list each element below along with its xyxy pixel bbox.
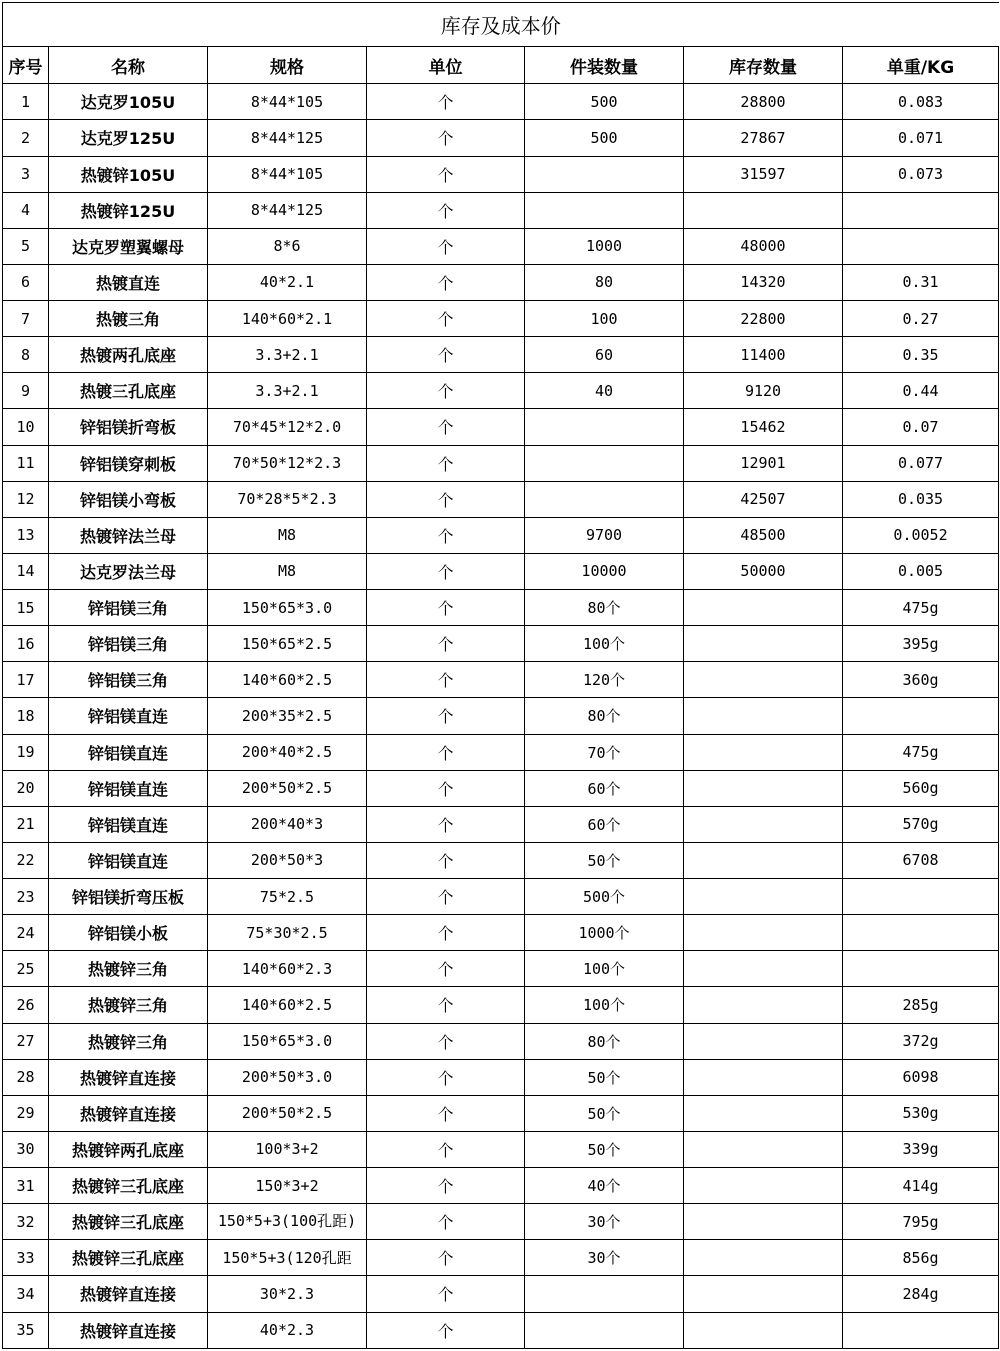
cell-unit[interactable]: 个 [367, 120, 525, 156]
cell-pack-qty[interactable]: 80个 [525, 590, 684, 626]
cell-index[interactable]: 18 [3, 698, 49, 734]
cell-unit[interactable]: 个 [367, 951, 525, 987]
header-row [3, 47, 999, 84]
cell-pack-qty[interactable]: 100个 [525, 626, 684, 662]
cell-unit[interactable]: 个 [367, 1240, 525, 1276]
cell-spec[interactable]: 150*5+3(100孔距) [208, 1204, 367, 1240]
cell-spec[interactable]: 40*2.3 [208, 1312, 367, 1348]
table-row [3, 84, 999, 120]
cell-spec[interactable]: 70*50*12*2.3 [208, 445, 367, 481]
cell-stock-qty[interactable]: 28800 [684, 84, 843, 120]
cell-unit-weight[interactable]: 6098 [843, 1059, 999, 1095]
cell-name[interactable]: 锌铝镁直连 [49, 698, 208, 734]
cell-unit[interactable]: 个 [367, 915, 525, 951]
cell-spec[interactable]: 150*65*2.5 [208, 626, 367, 662]
cell-index[interactable]: 30 [3, 1131, 49, 1167]
table-row [3, 517, 999, 553]
cell-pack-qty[interactable]: 50个 [525, 842, 684, 878]
title-row [3, 3, 999, 47]
table-row [3, 481, 999, 517]
cell-unit-weight[interactable]: 0.077 [843, 445, 999, 481]
table-row [3, 301, 999, 337]
cell-index[interactable]: 21 [3, 806, 49, 842]
table-row [3, 770, 999, 806]
cell-unit-weight[interactable]: 284g [843, 1276, 999, 1312]
cell-spec[interactable]: 200*40*2.5 [208, 734, 367, 770]
table-row [3, 1131, 999, 1167]
cell-name[interactable]: 达克罗125U [49, 120, 208, 156]
cell-index[interactable]: 3 [3, 156, 49, 192]
cell-spec[interactable]: 200*50*2.5 [208, 1095, 367, 1131]
cell-index[interactable]: 9 [3, 373, 49, 409]
cell-spec[interactable]: 70*28*5*2.3 [208, 481, 367, 517]
cell-spec[interactable]: 8*44*105 [208, 156, 367, 192]
cell-pack-qty[interactable] [525, 481, 684, 517]
cell-pack-qty[interactable]: 80个 [525, 1023, 684, 1059]
cell-pack-qty[interactable] [525, 156, 684, 192]
cell-stock-qty[interactable]: 48000 [684, 228, 843, 264]
cell-name[interactable]: 热镀锌三角 [49, 987, 208, 1023]
cell-name[interactable]: 锌铝镁三角 [49, 662, 208, 698]
cell-unit-weight[interactable]: 395g [843, 626, 999, 662]
cell-index[interactable]: 26 [3, 987, 49, 1023]
cell-pack-qty[interactable]: 1000 [525, 228, 684, 264]
header-cell-spec[interactable]: 规格 [208, 47, 367, 84]
cell-unit[interactable]: 个 [367, 1168, 525, 1204]
cell-stock-qty[interactable] [684, 1023, 843, 1059]
cell-pack-qty[interactable] [525, 409, 684, 445]
cell-spec[interactable]: 140*60*2.1 [208, 301, 367, 337]
table-row [3, 120, 999, 156]
cell-spec[interactable]: 8*6 [208, 228, 367, 264]
cell-index[interactable]: 24 [3, 915, 49, 951]
cell-name[interactable]: 热镀锌三角 [49, 1023, 208, 1059]
cell-unit-weight[interactable]: 530g [843, 1095, 999, 1131]
cell-stock-qty[interactable] [684, 590, 843, 626]
cell-stock-qty[interactable] [684, 1204, 843, 1240]
sheet-title[interactable]: 库存及成本价 [3, 3, 999, 47]
cell-spec[interactable]: 200*50*3 [208, 842, 367, 878]
cell-name[interactable]: 锌铝镁三角 [49, 590, 208, 626]
cell-stock-qty[interactable]: 22800 [684, 301, 843, 337]
cell-unit-weight[interactable] [843, 879, 999, 915]
cell-stock-qty[interactable] [684, 698, 843, 734]
cell-pack-qty[interactable]: 80 [525, 264, 684, 300]
cell-spec[interactable]: 200*50*2.5 [208, 770, 367, 806]
cell-name[interactable]: 热镀三孔底座 [49, 373, 208, 409]
cell-index[interactable]: 34 [3, 1276, 49, 1312]
cell-unit[interactable]: 个 [367, 842, 525, 878]
cell-index[interactable]: 2 [3, 120, 49, 156]
table-row [3, 1240, 999, 1276]
table-row [3, 264, 999, 300]
cell-spec[interactable]: 8*44*125 [208, 192, 367, 228]
cell-unit[interactable]: 个 [367, 481, 525, 517]
cell-unit[interactable]: 个 [367, 156, 525, 192]
cell-pack-qty[interactable]: 500 [525, 84, 684, 120]
cell-unit[interactable]: 个 [367, 1312, 525, 1348]
table-row [3, 806, 999, 842]
cell-stock-qty[interactable] [684, 951, 843, 987]
table-row [3, 156, 999, 192]
cell-pack-qty[interactable]: 500个 [525, 879, 684, 915]
cell-name[interactable]: 锌铝镁折弯板 [49, 409, 208, 445]
header-cell-pack-qty[interactable]: 件装数量 [525, 47, 684, 84]
table-row [3, 1276, 999, 1312]
cell-index[interactable]: 14 [3, 553, 49, 589]
cell-stock-qty[interactable] [684, 987, 843, 1023]
cell-index[interactable]: 19 [3, 734, 49, 770]
cell-name[interactable]: 锌铝镁直连 [49, 734, 208, 770]
cell-unit-weight[interactable] [843, 698, 999, 734]
cell-pack-qty[interactable]: 30个 [525, 1240, 684, 1276]
cell-spec[interactable]: 8*44*105 [208, 84, 367, 120]
cell-unit-weight[interactable]: 0.27 [843, 301, 999, 337]
cell-stock-qty[interactable] [684, 842, 843, 878]
cell-spec[interactable]: 150*3+2 [208, 1168, 367, 1204]
cell-unit-weight[interactable]: 0.035 [843, 481, 999, 517]
cell-stock-qty[interactable]: 48500 [684, 517, 843, 553]
cell-spec[interactable]: 3.3+2.1 [208, 373, 367, 409]
cell-spec[interactable]: 200*40*3 [208, 806, 367, 842]
cell-unit[interactable]: 个 [367, 409, 525, 445]
cell-name[interactable]: 锌铝镁折弯压板 [49, 879, 208, 915]
cell-spec[interactable]: 140*60*2.5 [208, 987, 367, 1023]
cell-spec[interactable]: 200*50*3.0 [208, 1059, 367, 1095]
cell-spec[interactable]: 140*60*2.3 [208, 951, 367, 987]
table-row [3, 662, 999, 698]
cell-stock-qty[interactable]: 50000 [684, 553, 843, 589]
cell-unit-weight[interactable]: 0.0052 [843, 517, 999, 553]
cell-pack-qty[interactable]: 80个 [525, 698, 684, 734]
cell-unit-weight[interactable]: 372g [843, 1023, 999, 1059]
cell-index[interactable]: 29 [3, 1095, 49, 1131]
cell-pack-qty[interactable]: 50个 [525, 1131, 684, 1167]
cell-stock-qty[interactable]: 31597 [684, 156, 843, 192]
cell-unit[interactable]: 个 [367, 337, 525, 373]
cell-index[interactable]: 17 [3, 662, 49, 698]
cell-name[interactable]: 锌铝镁直连 [49, 842, 208, 878]
cell-name[interactable]: 锌铝镁直连 [49, 770, 208, 806]
cell-spec[interactable]: 70*45*12*2.0 [208, 409, 367, 445]
cell-stock-qty[interactable] [684, 662, 843, 698]
cell-spec[interactable]: M8 [208, 553, 367, 589]
cell-unit[interactable]: 个 [367, 662, 525, 698]
cell-index[interactable]: 5 [3, 228, 49, 264]
cell-name[interactable]: 热镀锌直连接 [49, 1312, 208, 1348]
cell-stock-qty[interactable]: 14320 [684, 264, 843, 300]
cell-pack-qty[interactable]: 120个 [525, 662, 684, 698]
table-row [3, 842, 999, 878]
cell-index[interactable]: 28 [3, 1059, 49, 1095]
cell-spec[interactable]: M8 [208, 517, 367, 553]
cell-index[interactable]: 10 [3, 409, 49, 445]
table-row [3, 1023, 999, 1059]
cell-spec[interactable]: 140*60*2.5 [208, 662, 367, 698]
cell-name[interactable]: 热镀锌125U [49, 192, 208, 228]
cell-name[interactable]: 热镀锌三孔底座 [49, 1168, 208, 1204]
cell-unit[interactable]: 个 [367, 228, 525, 264]
cell-pack-qty[interactable]: 1000个 [525, 915, 684, 951]
cell-unit[interactable]: 个 [367, 698, 525, 734]
cell-stock-qty[interactable] [684, 734, 843, 770]
cell-spec[interactable]: 75*30*2.5 [208, 915, 367, 951]
cell-unit-weight[interactable] [843, 1312, 999, 1348]
cell-spec[interactable]: 150*5+3(120孔距 [208, 1240, 367, 1276]
cell-unit-weight[interactable] [843, 951, 999, 987]
header-cell-stock-qty[interactable]: 库存数量 [684, 47, 843, 84]
cell-index[interactable]: 6 [3, 264, 49, 300]
cell-name[interactable]: 达克罗塑翼螺母 [49, 228, 208, 264]
cell-unit[interactable]: 个 [367, 1095, 525, 1131]
cell-index[interactable]: 4 [3, 192, 49, 228]
cell-unit-weight[interactable]: 795g [843, 1204, 999, 1240]
cell-index[interactable]: 12 [3, 481, 49, 517]
cell-name[interactable]: 热镀锌直连接 [49, 1059, 208, 1095]
cell-stock-qty[interactable]: 9120 [684, 373, 843, 409]
table-row [3, 337, 999, 373]
cell-name[interactable]: 达克罗105U [49, 84, 208, 120]
table-row [3, 1204, 999, 1240]
cell-index[interactable]: 11 [3, 445, 49, 481]
cell-index[interactable]: 7 [3, 301, 49, 337]
cell-pack-qty[interactable]: 100 [525, 301, 684, 337]
cell-name[interactable]: 锌铝镁直连 [49, 806, 208, 842]
cell-unit-weight[interactable]: 475g [843, 734, 999, 770]
cell-unit[interactable]: 个 [367, 770, 525, 806]
cell-stock-qty[interactable] [684, 1168, 843, 1204]
cell-index[interactable]: 31 [3, 1168, 49, 1204]
cell-pack-qty[interactable] [525, 445, 684, 481]
cell-unit[interactable]: 个 [367, 517, 525, 553]
cell-spec[interactable]: 40*2.1 [208, 264, 367, 300]
cell-unit-weight[interactable]: 0.071 [843, 120, 999, 156]
cell-unit[interactable]: 个 [367, 626, 525, 662]
table-row [3, 1059, 999, 1095]
cell-stock-qty[interactable] [684, 1312, 843, 1348]
cell-index[interactable]: 16 [3, 626, 49, 662]
cell-name[interactable]: 热镀锌三孔底座 [49, 1240, 208, 1276]
table-row [3, 915, 999, 951]
table-row [3, 734, 999, 770]
cell-pack-qty[interactable]: 100个 [525, 987, 684, 1023]
cell-pack-qty[interactable]: 60个 [525, 806, 684, 842]
cell-stock-qty[interactable]: 12901 [684, 445, 843, 481]
header-cell-index[interactable]: 序号 [3, 47, 49, 84]
table-row [3, 1168, 999, 1204]
cell-unit-weight[interactable] [843, 915, 999, 951]
cell-stock-qty[interactable] [684, 192, 843, 228]
cell-index[interactable]: 8 [3, 337, 49, 373]
cell-pack-qty[interactable]: 40个 [525, 1168, 684, 1204]
cell-unit-weight[interactable]: 570g [843, 806, 999, 842]
cell-unit[interactable]: 个 [367, 806, 525, 842]
cell-name[interactable]: 热镀锌三孔底座 [49, 1204, 208, 1240]
table-row [3, 192, 999, 228]
cell-unit-weight[interactable]: 0.07 [843, 409, 999, 445]
cell-stock-qty[interactable]: 11400 [684, 337, 843, 373]
cell-unit[interactable]: 个 [367, 734, 525, 770]
cell-spec[interactable]: 200*35*2.5 [208, 698, 367, 734]
cell-unit[interactable]: 个 [367, 1131, 525, 1167]
cell-unit-weight[interactable]: 360g [843, 662, 999, 698]
cell-unit[interactable]: 个 [367, 553, 525, 589]
cell-stock-qty[interactable] [684, 806, 843, 842]
cell-name[interactable]: 达克罗法兰母 [49, 553, 208, 589]
cell-unit[interactable]: 个 [367, 264, 525, 300]
cell-name[interactable]: 热镀锌法兰母 [49, 517, 208, 553]
cell-index[interactable]: 20 [3, 770, 49, 806]
cell-spec[interactable]: 30*2.3 [208, 1276, 367, 1312]
cell-unit-weight[interactable]: 0.073 [843, 156, 999, 192]
cell-name[interactable]: 锌铝镁穿刺板 [49, 445, 208, 481]
cell-unit-weight[interactable]: 0.31 [843, 264, 999, 300]
cell-pack-qty[interactable]: 60个 [525, 770, 684, 806]
cell-index[interactable]: 22 [3, 842, 49, 878]
table-row [3, 445, 999, 481]
cell-pack-qty[interactable]: 70个 [525, 734, 684, 770]
cell-index[interactable]: 13 [3, 517, 49, 553]
cell-pack-qty[interactable]: 30个 [525, 1204, 684, 1240]
cell-index[interactable]: 32 [3, 1204, 49, 1240]
cell-name[interactable]: 热镀锌直连接 [49, 1276, 208, 1312]
table-row [3, 951, 999, 987]
cell-name[interactable]: 热镀三角 [49, 301, 208, 337]
table-row [3, 1095, 999, 1131]
table-row [3, 553, 999, 589]
table-row [3, 626, 999, 662]
cell-name[interactable]: 热镀锌三角 [49, 951, 208, 987]
cell-unit-weight[interactable]: 6708 [843, 842, 999, 878]
cell-unit[interactable]: 个 [367, 1059, 525, 1095]
cell-spec[interactable]: 8*44*125 [208, 120, 367, 156]
cell-pack-qty[interactable]: 100个 [525, 951, 684, 987]
cell-stock-qty[interactable]: 15462 [684, 409, 843, 445]
cell-unit[interactable]: 个 [367, 84, 525, 120]
cell-index[interactable]: 27 [3, 1023, 49, 1059]
cell-stock-qty[interactable] [684, 1240, 843, 1276]
cell-name[interactable]: 锌铝镁三角 [49, 626, 208, 662]
header-cell-unit[interactable]: 单位 [367, 47, 525, 84]
cell-stock-qty[interactable]: 27867 [684, 120, 843, 156]
cell-pack-qty[interactable] [525, 1276, 684, 1312]
cell-name[interactable]: 热镀锌105U [49, 156, 208, 192]
cell-unit-weight[interactable]: 0.44 [843, 373, 999, 409]
cell-index[interactable]: 35 [3, 1312, 49, 1348]
header-cell-unit-weight[interactable]: 单重/KG [843, 47, 999, 84]
cell-unit-weight[interactable]: 0.083 [843, 84, 999, 120]
cell-stock-qty[interactable] [684, 626, 843, 662]
cell-name[interactable]: 锌铝镁小板 [49, 915, 208, 951]
cell-unit[interactable]: 个 [367, 301, 525, 337]
cell-name[interactable]: 锌铝镁小弯板 [49, 481, 208, 517]
cell-unit-weight[interactable]: 560g [843, 770, 999, 806]
cell-pack-qty[interactable]: 10000 [525, 553, 684, 589]
header-cell-name[interactable]: 名称 [49, 47, 208, 84]
cell-unit[interactable]: 个 [367, 1276, 525, 1312]
table-row [3, 228, 999, 264]
cell-index[interactable]: 33 [3, 1240, 49, 1276]
cell-stock-qty[interactable]: 42507 [684, 481, 843, 517]
table-row [3, 1312, 999, 1348]
cell-stock-qty[interactable] [684, 1276, 843, 1312]
cell-pack-qty[interactable]: 50个 [525, 1095, 684, 1131]
cell-stock-qty[interactable] [684, 1059, 843, 1095]
table-row [3, 373, 999, 409]
cell-unit-weight[interactable] [843, 228, 999, 264]
cell-pack-qty[interactable]: 9700 [525, 517, 684, 553]
cell-name[interactable]: 热镀锌直连接 [49, 1095, 208, 1131]
cell-stock-qty[interactable] [684, 1131, 843, 1167]
cell-unit[interactable]: 个 [367, 445, 525, 481]
cell-unit-weight[interactable]: 0.35 [843, 337, 999, 373]
cell-unit[interactable]: 个 [367, 987, 525, 1023]
table-row [3, 409, 999, 445]
cell-index[interactable]: 25 [3, 951, 49, 987]
cell-spec[interactable]: 150*65*3.0 [208, 590, 367, 626]
cell-spec[interactable]: 3.3+2.1 [208, 337, 367, 373]
inventory-table [2, 2, 999, 1349]
cell-name[interactable]: 热镀两孔底座 [49, 337, 208, 373]
cell-stock-qty[interactable] [684, 879, 843, 915]
cell-unit[interactable]: 个 [367, 1023, 525, 1059]
cell-spec[interactable]: 75*2.5 [208, 879, 367, 915]
cell-index[interactable]: 15 [3, 590, 49, 626]
cell-stock-qty[interactable] [684, 915, 843, 951]
cell-spec[interactable]: 100*3+2 [208, 1131, 367, 1167]
cell-unit-weight[interactable]: 285g [843, 987, 999, 1023]
cell-unit[interactable]: 个 [367, 590, 525, 626]
cell-stock-qty[interactable] [684, 1095, 843, 1131]
cell-unit[interactable]: 个 [367, 373, 525, 409]
cell-unit-weight[interactable]: 414g [843, 1168, 999, 1204]
table-row [3, 879, 999, 915]
cell-pack-qty[interactable]: 40 [525, 373, 684, 409]
cell-pack-qty[interactable] [525, 1312, 684, 1348]
cell-pack-qty[interactable]: 50个 [525, 1059, 684, 1095]
cell-unit-weight[interactable]: 856g [843, 1240, 999, 1276]
cell-unit[interactable]: 个 [367, 879, 525, 915]
cell-unit-weight[interactable]: 0.005 [843, 553, 999, 589]
cell-unit[interactable]: 个 [367, 1204, 525, 1240]
table-row [3, 590, 999, 626]
cell-pack-qty[interactable]: 500 [525, 120, 684, 156]
cell-unit-weight[interactable] [843, 192, 999, 228]
cell-index[interactable]: 1 [3, 84, 49, 120]
cell-index[interactable]: 23 [3, 879, 49, 915]
cell-pack-qty[interactable]: 60 [525, 337, 684, 373]
cell-name[interactable]: 热镀锌两孔底座 [49, 1131, 208, 1167]
table-row [3, 698, 999, 734]
cell-name[interactable]: 热镀直连 [49, 264, 208, 300]
table-row [3, 987, 999, 1023]
cell-unit[interactable]: 个 [367, 192, 525, 228]
cell-unit-weight[interactable]: 339g [843, 1131, 999, 1167]
cell-pack-qty[interactable] [525, 192, 684, 228]
cell-spec[interactable]: 150*65*3.0 [208, 1023, 367, 1059]
cell-unit-weight[interactable]: 475g [843, 590, 999, 626]
cell-stock-qty[interactable] [684, 770, 843, 806]
